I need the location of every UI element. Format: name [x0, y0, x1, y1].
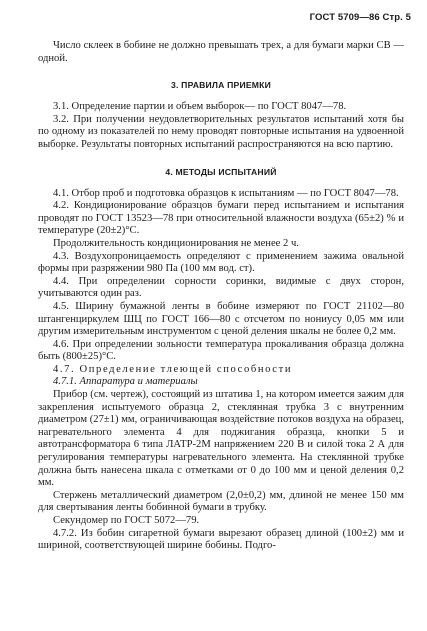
paragraph-4-3: 4.3. Воздухопроницаемость определяют с применением зажима овальной формы при разряжении 980 Па (100 мм вод. ст).	[38, 250, 404, 275]
subsection-title-4-7-1: 4.7.1. Аппаратура и материалы	[53, 376, 198, 388]
paragraph-4-5: 4.5. Ширину бумажной ленты в бобине измеряют по ГОСТ 21102—80 штангенциркулем ШЦ по ГОСТ 166—80 с отсчетом по нониусу 0,05 мм или другим измерительным инструментом с ценой деления шкалы не более 0,2 мм.	[38, 300, 404, 338]
section-title-test-methods: 4. МЕТОДЫ ИСПЫТАНИЙ	[165, 166, 277, 177]
paragraph-conditioning-duration: Продолжительность кондиционирования не менее 2 ч.	[53, 237, 299, 249]
paragraph-4-6: 4.6. При определении зольности температура прокаливания образца должна быть (800±25)°С.	[38, 338, 404, 363]
paragraph-apparatus: Прибор (см. чертеж), состоящий из штатива 1, на котором имеется зажим для закрепления испытуемого образца 2, стеклянная трубка 3 с внутренним диаметром (27±1) мм, ограничивающая воздействие потоков воздуха на образец, нагревательного элемента 4 для поджигания образца, кнопки 5 и автотрансформатора 6 типа ЛАТР-2М напряжением 220 В и силой тока 2 А для регулирования температуры нагревательного элемента. На стеклянной трубке должна быть нанесена шкала с отметками от 0 до 100 мм и ценой деления 0,2 мм.	[38, 389, 404, 489]
paragraph-4-1: 4.1. Отбор проб и подготовка образцов к испытаниям — по ГОСТ 8047—78.	[53, 187, 399, 199]
page-body	[38, 40, 404, 553]
section-title-acceptance: 3. ПРАВИЛА ПРИЕМКИ	[171, 80, 271, 91]
paragraph-3-1: 3.1. Определение партии и объем выборок— по ГОСТ 8047—78.	[53, 101, 347, 113]
page-header: ГОСТ 5709—86 Стр. 5	[309, 12, 411, 23]
paragraph-4-4: 4.4. При определении сорности соринки, видимые с двух сторон, учитываются один раз.	[38, 275, 404, 300]
subsection-title-4-7: 4.7. Определение тлеющей способности	[53, 363, 293, 375]
paragraph-4-7-2: 4.7.2. Из бобин сигаретной бумаги вырезают образец длиной (100±2) мм и шириной, соответствующей ширине бобины. Подго-	[38, 527, 404, 552]
paragraph-3-2: 3.2. При получении неудовлетворительных результатов испытаний хотя бы по одному из показателей по нему проводят повторные испытания на удвоенной выборке. Результаты повторных испытаний распространяются на всю партию.	[38, 113, 404, 150]
paragraph-splices: Число склеек в бобине не должно превышать трех, а для бумаги марки СВ — одной.	[38, 40, 404, 64]
paragraph-stopwatch: Секундомер по ГОСТ 5072—79.	[53, 515, 200, 526]
paragraph-4-2: 4.2. Кондиционирование образцов бумаги перед испытанием и испытания проводят по ГОСТ 13523—78 при относительной влажности воздуха (65±2) % и температуре (20±2)°С.	[38, 200, 404, 237]
paragraph-rod: Стержень металлический диаметром (2,0±0,2) мм, длиной не менее 150 мм для свертывания ленты бобинной бумаги в трубку.	[38, 489, 404, 514]
